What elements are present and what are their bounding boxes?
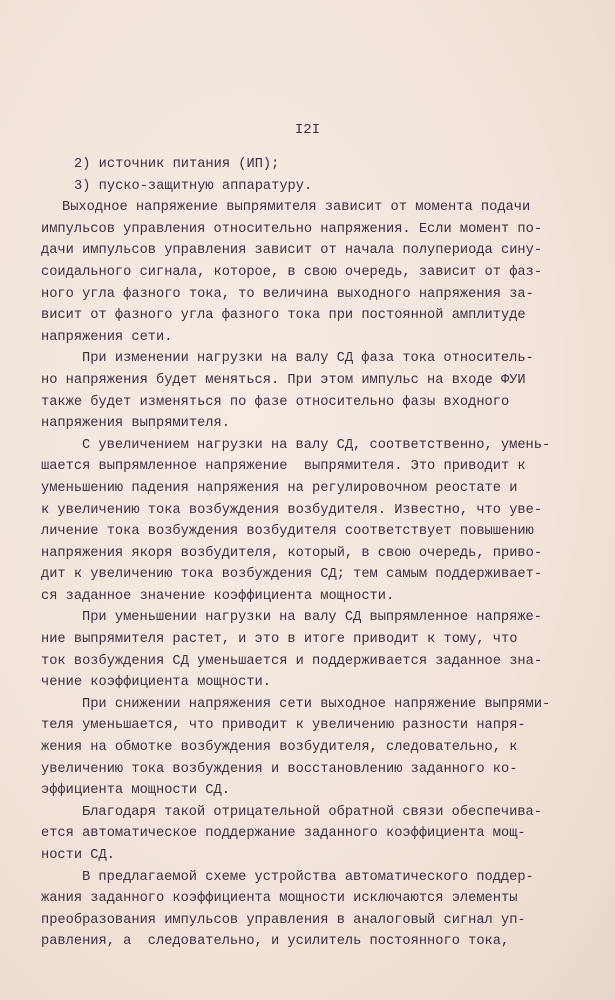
text-line: импульсов управления относительно напряжения. Если момент по- xyxy=(41,221,543,237)
text-line: ного угла фазного тока, то величина выходного напряжения за- xyxy=(41,286,534,302)
list-item xyxy=(41,176,601,198)
paragraph xyxy=(41,348,601,434)
text-line: дит к увеличению тока возбуждения СД; тем самым поддерживает- xyxy=(41,567,543,583)
text-line: ток возбуждения СД уменьшается и поддерживается заданное зна- xyxy=(41,653,543,669)
text-line: ние выпрямителя растет, и это в итоге приводит к тому, что xyxy=(41,632,518,648)
paragraph xyxy=(41,607,601,693)
text-line: преобразования импульсов управления в аналоговый сигнал уп- xyxy=(41,912,526,928)
text-line: Выходное напряжение выпрямителя зависит от момента подачи xyxy=(62,200,531,216)
text-line: теля уменьшается, что приводит к увеличению разности напря- xyxy=(41,718,526,734)
text-line: эффициента мощности СД. xyxy=(41,783,230,799)
text-line: шается выпрямленное напряжение выпрямителя. Это приводит к xyxy=(41,459,526,475)
paragraph xyxy=(41,802,601,867)
text-line: 3) пуско-защитную аппаратуру. xyxy=(74,178,313,194)
text-line: напряжения выпрямителя. xyxy=(41,416,230,432)
text-line: напряжения сети. xyxy=(41,329,173,345)
text-line: ся заданное значение коэффициента мощности. xyxy=(41,588,395,604)
text-line: 2) источник питания (ИП); xyxy=(74,157,280,172)
text-line: дачи импульсов управления зависит от начала полупериода сину- xyxy=(41,243,543,259)
text-line: При уменьшении нагрузки на валу СД выпрямленное напряже- xyxy=(82,610,542,626)
paragraph xyxy=(41,435,601,608)
text-line: В предлагаемой схеме устройства автоматического поддер- xyxy=(82,869,534,885)
text-line: увеличению тока возбуждения и восстановлению заданного ко- xyxy=(41,761,518,777)
text-line: висит от фазного угла фазного тока при постоянной амплитуде xyxy=(41,308,526,324)
text-line: напряжения якоря возбудителя, который, в свою очередь, приво- xyxy=(41,545,543,561)
page-number: I2I xyxy=(294,122,321,138)
text-line: к увеличению тока возбуждения возбудителя. Известно, что уве- xyxy=(41,502,543,518)
paragraph xyxy=(41,867,601,953)
text-line: равления, а следовательно, и усилитель постоянного тока, xyxy=(41,934,510,950)
text-line: ется автоматическое поддержание заданного коэффициента мощ- xyxy=(41,826,526,842)
list-item xyxy=(41,154,601,176)
text-line: уменьшению падения напряжения на регулировочном реостате и xyxy=(41,480,518,496)
text-line: также будет изменяться по фазе относительно фазы входного xyxy=(41,394,510,410)
text-line: При снижении напряжения сети выходное напряжение выпрями- xyxy=(82,696,551,712)
text-line: соидального сигнала, которое, в свою очередь, зависит от фаз- xyxy=(41,264,543,280)
paragraph xyxy=(41,197,601,348)
text-line: С увеличением нагрузки на валу СД, соответственно, умень- xyxy=(82,437,551,453)
document-body xyxy=(41,154,601,953)
text-line: личение тока возбуждения возбудителя соответствует повышению xyxy=(41,524,534,540)
text-line: чение коэффициента мощности. xyxy=(41,675,271,691)
text-line: жения на обмотке возбуждения возбудителя, следовательно, к xyxy=(41,740,518,756)
paragraph xyxy=(41,694,601,802)
text-line: При изменении нагрузки на валу СД фаза тока относитель- xyxy=(82,351,534,367)
text-line: жания заданного коэффициента мощности исключаются элементы xyxy=(41,891,518,907)
text-line: ности СД. xyxy=(41,848,115,863)
text-line: Благодаря такой отрицательной обратной связи обеспечива- xyxy=(82,804,542,820)
text-line: но напряжения будет меняться. При этом импульс на входе ФУИ xyxy=(41,372,526,388)
